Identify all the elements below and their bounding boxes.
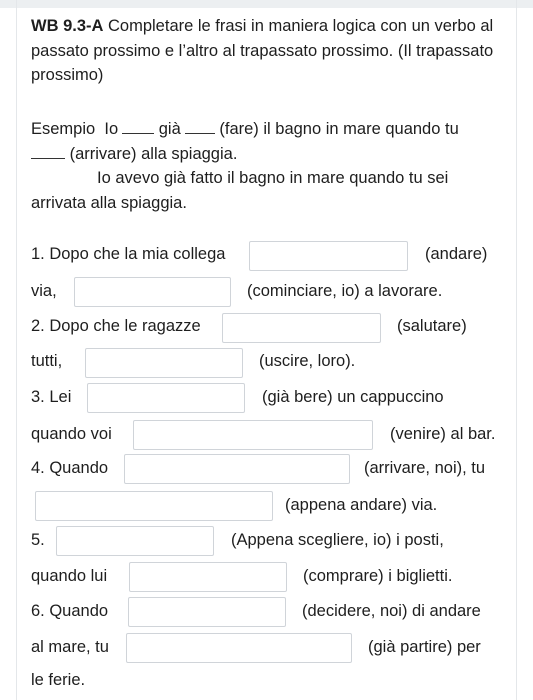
exercise-code: WB 9.3-A [31, 17, 104, 35]
answer-input-2[interactable] [74, 277, 231, 307]
answer-input-5[interactable] [87, 383, 245, 413]
example-blank-2 [185, 119, 215, 134]
answer-input-4[interactable] [85, 348, 243, 378]
example-answer-line-2: arrivata alla spiaggia. [31, 193, 187, 212]
example-part-1: Io [104, 120, 119, 138]
sentence-6-cont: al mare, tu [31, 638, 109, 656]
answer-input-12[interactable] [126, 633, 352, 663]
sentence-6-verb: (decidere, noi) di andare [302, 602, 481, 620]
answer-input-9[interactable] [56, 526, 214, 556]
sentence-1-cont: via, [31, 282, 57, 300]
right-divider [516, 0, 517, 700]
sentence-4-start: 4. Quando [31, 459, 109, 477]
sentence-5-cont: quando lui [31, 567, 108, 585]
example-answer [31, 166, 511, 215]
sentence-5-verb: (Appena scegliere, io) i posti, [231, 531, 444, 549]
sentence-1-start: 1. Dopo che la mia collega [31, 245, 226, 263]
answer-input-6[interactable] [133, 420, 373, 450]
sentence-3-cont: quando voi [31, 425, 112, 443]
sentence-6-verb-2: (già partire) per [368, 638, 481, 656]
example-blank-1 [122, 119, 154, 134]
example-sentence [31, 117, 511, 166]
top-bar [0, 0, 533, 8]
sentence-4-end: (appena andare) via. [285, 496, 438, 514]
left-divider [16, 0, 17, 700]
sentence-5-end: (comprare) i biglietti. [303, 567, 453, 585]
sentence-4-verb: (arrivare, noi), tu [364, 459, 486, 477]
answer-input-11[interactable] [128, 597, 286, 627]
example-label: Esempio [31, 120, 96, 138]
example-part-2: già [158, 120, 181, 138]
example-answer-line-1: Io avevo già fatto il bagno in mare quando tu sei [97, 169, 449, 187]
sentence-2-verb: (salutare) [397, 317, 467, 335]
sentence-2-cont: tutti, [31, 352, 63, 370]
sentence-1-end: (cominciare, io) a lavorare. [247, 282, 443, 300]
answer-input-10[interactable] [129, 562, 287, 592]
exercise-instructions [31, 14, 506, 88]
sentence-2-end: (uscire, loro). [259, 352, 356, 370]
sentence-2-start: 2. Dopo che le ragazze [31, 317, 201, 335]
sentence-3-start: 3. Lei [31, 388, 72, 406]
sentence-6-start: 6. Quando [31, 602, 109, 620]
instruction-text: Completare le frasi in maniera logica con un verbo al passato prossimo e l’altro al trapassato prossimo. (Il trapassato prossimo) [31, 17, 494, 84]
answer-input-1[interactable] [249, 241, 408, 271]
answer-input-8[interactable] [35, 491, 273, 521]
sentence-5-start: 5. [31, 531, 45, 549]
answer-input-7[interactable] [124, 454, 350, 484]
sentence-3-end: (venire) al bar. [390, 425, 496, 443]
sentence-6-end: le ferie. [31, 671, 86, 689]
sentence-3-verb: (già bere) un cappuccino [262, 388, 444, 406]
example-part-3: (fare) il bagno in mare quando tu [219, 120, 459, 138]
sentence-1-verb: (andare) [425, 245, 488, 263]
answer-input-3[interactable] [222, 313, 381, 343]
example-part-4: (arrivare) alla spiaggia. [69, 144, 238, 163]
example-blank-3 [31, 144, 65, 159]
